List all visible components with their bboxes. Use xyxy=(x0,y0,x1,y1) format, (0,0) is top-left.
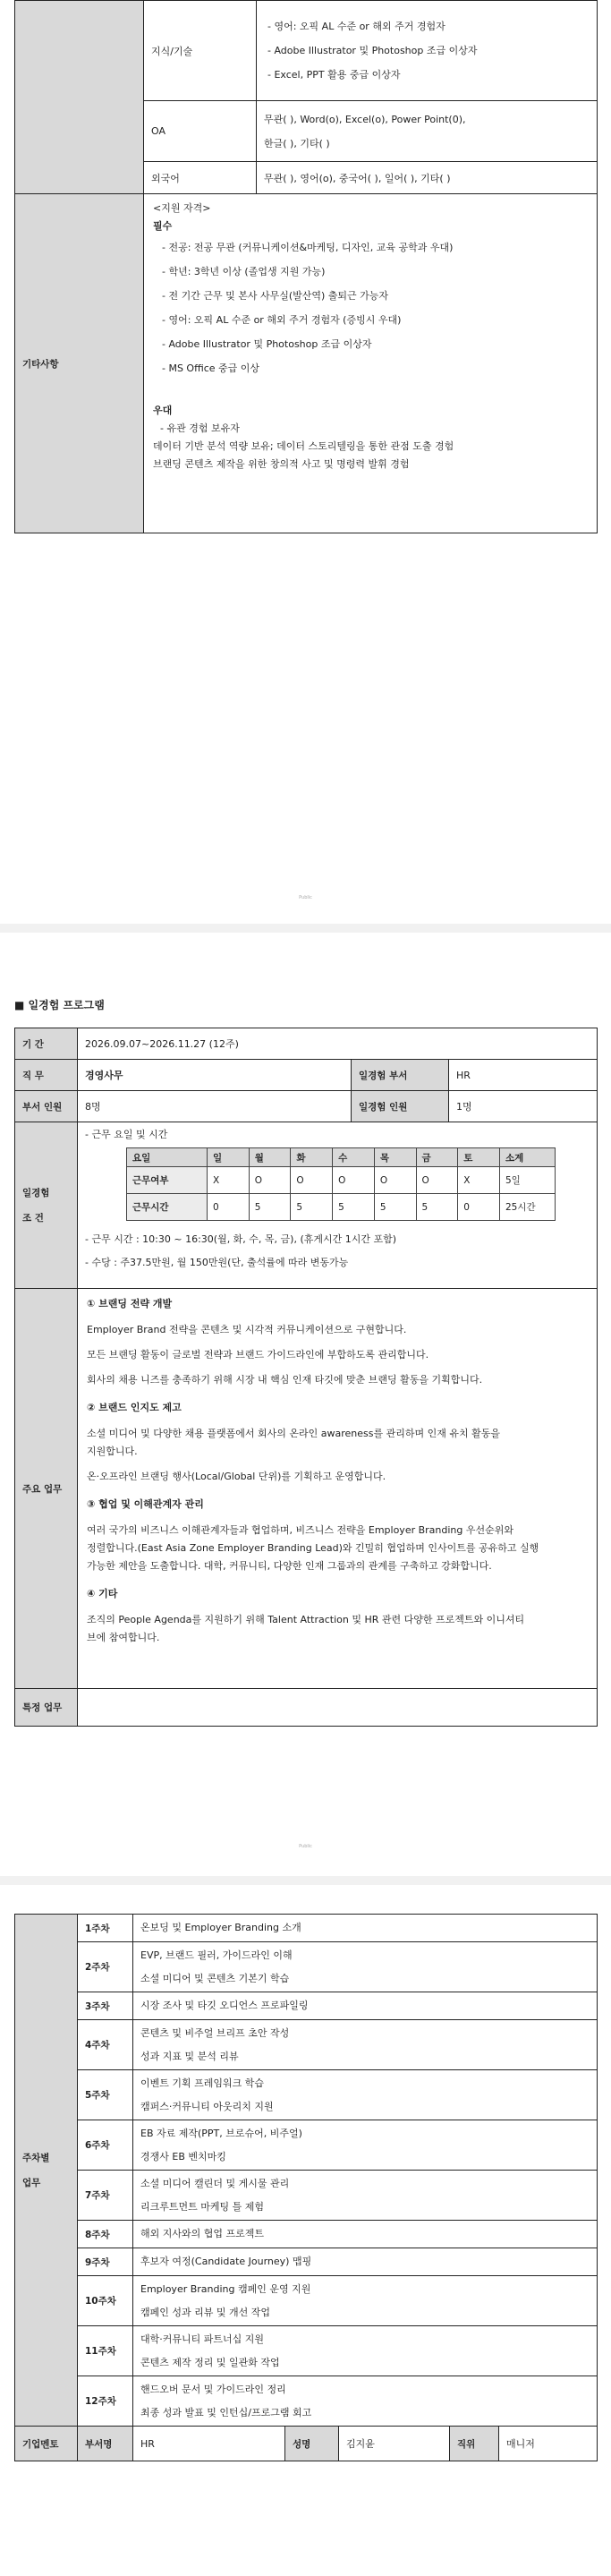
language-label: 외국어 xyxy=(144,162,257,194)
schedule-table xyxy=(126,1147,556,1221)
schedule-header-cell: 소계 xyxy=(500,1148,556,1167)
required-item: - 전공: 전공 무관 (커뮤니케이션&마케팅, 디자인, 교육 공학과 우대) xyxy=(162,242,454,253)
schedule-row xyxy=(127,1167,556,1194)
week-row xyxy=(15,2376,598,2427)
duty-section-title: ③ 협업 및 이해관계자 관리 xyxy=(87,1498,204,1510)
skills-label: 지식/기술 xyxy=(144,1,257,101)
week-row xyxy=(15,2248,598,2276)
week-number: 12주차 xyxy=(78,2376,133,2427)
week-number: 4주차 xyxy=(78,2020,133,2070)
qualification-table xyxy=(14,0,598,533)
page-footer: Public xyxy=(299,895,312,900)
week-row xyxy=(15,2020,598,2070)
duty-section-title: ② 브랜드 인지도 제고 xyxy=(87,1402,182,1413)
schedule-cell: 5 xyxy=(333,1194,375,1221)
mentor-name-label: 성명 xyxy=(285,2427,339,2461)
program-table xyxy=(14,1028,598,1727)
duty-value: 경영사무 xyxy=(78,1060,352,1091)
schedule-header-cell: 화 xyxy=(291,1148,333,1167)
etc-heading: <지원 자격> xyxy=(153,202,211,214)
schedule-header-cell: 수 xyxy=(333,1148,375,1167)
schedule-cell: 5 xyxy=(416,1194,458,1221)
people-label: 일경험 인원 xyxy=(352,1091,449,1122)
oa-value xyxy=(257,101,598,162)
week-tasks xyxy=(133,2326,598,2376)
schedule-cell: 25시간 xyxy=(500,1194,556,1221)
page-break xyxy=(0,924,611,933)
required-label: 필수 xyxy=(153,220,173,232)
week-tasks xyxy=(133,1915,598,1942)
week-tasks xyxy=(133,2276,598,2326)
schedule-cell: O xyxy=(416,1167,458,1194)
week-number: 1주차 xyxy=(78,1915,133,1942)
duty-paragraph: 소셜 미디어 및 다양한 채용 플랫폼에서 회사의 온라인 awareness를 관리하며 인재 유치 활동을 지원합니다. xyxy=(87,1428,500,1457)
week-task: Employer Branding 캠페인 운영 지원 xyxy=(140,2282,311,2295)
preferred-item: 브랜딩 콘텐츠 제작을 위한 창의적 사고 및 명령력 발휘 경험 xyxy=(153,458,410,470)
staff-value: 8명 xyxy=(78,1091,352,1122)
page-footer: Public xyxy=(299,1844,312,1849)
mentor-table xyxy=(14,2426,598,2461)
dept-label: 일경험 부서 xyxy=(352,1060,449,1091)
skills-item: - Adobe Illustrator 및 Photoshop 조급 이상자 xyxy=(267,45,478,56)
schedule-cell: X xyxy=(458,1167,500,1194)
week-number: 7주차 xyxy=(78,2171,133,2221)
duty-paragraph: 여러 국가의 비즈니스 이해관계자들과 협업하며, 비즈니스 전략을 Employer Branding 우선순위와 정렬합니다.(East Asia Zone Employer Branding Lead)와 긴밀히 협업하며 인사이트를 공유하고 실행 가능한 제안을 도출합니다. 대학, 커뮤니티, 다양한 인재 그룹과의 관계를 구축하고 강화합니다. xyxy=(87,1524,539,1572)
schedule-cell: X xyxy=(208,1167,250,1194)
week-task: 소셜 미디어 및 콘텐츠 기본기 학습 xyxy=(140,1972,290,1984)
week-tasks xyxy=(133,2070,598,2120)
main-duties-content xyxy=(78,1289,598,1689)
required-item: - 영어: 오픽 AL 수준 or 해외 주거 경험자 (증빙시 우대) xyxy=(162,314,402,326)
mentor-dept-value: HR xyxy=(133,2427,285,2461)
duty-paragraph: 모든 브랜딩 활동이 글로벌 전략과 브랜드 가이드라인에 부합하도록 관리합니다. xyxy=(87,1349,429,1361)
week-row xyxy=(15,1942,598,1992)
week-task: 콘텐츠 및 비주얼 브리프 초안 작성 xyxy=(140,2026,290,2039)
week-tasks xyxy=(133,2171,598,2221)
week-tasks xyxy=(133,1992,598,2020)
conditions-content xyxy=(78,1122,598,1289)
week-row xyxy=(15,2326,598,2376)
schedule-cell: O xyxy=(249,1167,291,1194)
schedule-header-cell: 목 xyxy=(374,1148,416,1167)
schedule-row-label: 근무시간 xyxy=(127,1194,208,1221)
required-item: - 전 기간 근무 및 본사 사무실(발산역) 출퇴근 가능자 xyxy=(162,290,389,302)
page-1 xyxy=(14,0,597,535)
week-row xyxy=(15,2070,598,2120)
week-task: EVP, 브랜드 필러, 가이드라인 이해 xyxy=(140,1949,293,1961)
conditions-label-line: 일경험 xyxy=(22,1187,50,1198)
week-number: 9주차 xyxy=(78,2248,133,2276)
week-number: 6주차 xyxy=(78,2120,133,2171)
weekly-tasks-label xyxy=(15,1915,78,2427)
week-task: 캠페인 성과 리뷰 및 개선 작업 xyxy=(140,2306,270,2318)
mentor-label: 기업멘토 xyxy=(15,2427,78,2461)
week-task: EB 자료 제작(PPT, 브로슈어, 비주얼) xyxy=(140,2127,302,2139)
mentor-dept-label: 부서명 xyxy=(78,2427,133,2461)
week-row xyxy=(15,1992,598,2020)
etc-label: 기타사항 xyxy=(15,194,144,533)
duty-paragraph: 온·오프라인 브랜딩 행사(Local/Global 단위)를 기획하고 운영합니다. xyxy=(87,1471,386,1482)
schedule-header-cell: 요일 xyxy=(127,1148,208,1167)
week-number: 11주차 xyxy=(78,2326,133,2376)
conditions-label-line: 조 건 xyxy=(22,1212,44,1224)
schedule-cell: O xyxy=(333,1167,375,1194)
schedule-cell: 0 xyxy=(458,1194,500,1221)
duty-section-title: ④ 기타 xyxy=(87,1588,118,1599)
schedule-header-cell: 토 xyxy=(458,1148,500,1167)
schedule-header-cell: 월 xyxy=(249,1148,291,1167)
skills-item: - Excel, PPT 활용 중급 이상자 xyxy=(267,69,401,81)
duty-section-title: ① 브랜딩 전략 개발 xyxy=(87,1298,173,1309)
weekly-tasks-label-line: 업무 xyxy=(22,2177,41,2188)
week-row xyxy=(15,1915,598,1942)
dept-value: HR xyxy=(449,1060,598,1091)
required-item: - Adobe Illustrator 및 Photoshop 조급 이상자 xyxy=(162,338,372,350)
schedule-row xyxy=(127,1194,556,1221)
week-row xyxy=(15,2276,598,2326)
week-task: 소셜 미디어 캘린더 및 게시물 관리 xyxy=(140,2177,290,2189)
week-task: 이벤트 기획 프레임워크 학습 xyxy=(140,2077,265,2089)
week-task: 후보자 여정(Candidate Journey) 맵핑 xyxy=(140,2256,312,2267)
duty-paragraph: Employer Brand 전략을 콘텐츠 및 시각적 커뮤니케이션으로 구현합니다. xyxy=(87,1324,407,1335)
schedule-row-label: 근무여부 xyxy=(127,1167,208,1194)
page-3 xyxy=(14,1914,597,2461)
schedule-cell: 5 xyxy=(374,1194,416,1221)
special-duty-value xyxy=(78,1689,598,1727)
page-2 xyxy=(14,1028,597,1727)
section-title: ■ 일경험 프로그램 xyxy=(14,999,105,1011)
main-duties-label: 주요 업무 xyxy=(15,1289,78,1689)
week-task: 시장 조사 및 타깃 오디언스 프로파일링 xyxy=(140,2000,309,2011)
week-task: 콘텐츠 제작 정리 및 일관화 작업 xyxy=(140,2356,280,2368)
duty-label: 직 무 xyxy=(15,1060,78,1091)
preferred-item: - 유관 경험 보유자 xyxy=(160,422,240,434)
period-label: 기 간 xyxy=(15,1028,78,1060)
language-value: 무관( ), 영어(o), 중국어( ), 일어( ), 기타( ) xyxy=(257,162,598,194)
skills-item: - 영어: 오픽 AL 수준 or 해외 주거 경험자 xyxy=(267,21,446,32)
schedule-cell: 5 xyxy=(249,1194,291,1221)
week-tasks xyxy=(133,2248,598,2276)
week-task: 성과 지표 및 분석 리뷰 xyxy=(140,2050,239,2062)
schedule-header-row xyxy=(127,1148,556,1167)
weekly-table xyxy=(14,1914,598,2427)
week-row xyxy=(15,2221,598,2248)
schedule-cell: 5일 xyxy=(500,1167,556,1194)
week-task: 핸드오버 문서 및 가이드라인 정리 xyxy=(140,2383,286,2395)
required-item: - MS Office 중급 이상 xyxy=(162,363,260,374)
week-tasks xyxy=(133,2120,598,2171)
week-number: 8주차 xyxy=(78,2221,133,2248)
week-task: 온보딩 및 Employer Branding 소개 xyxy=(140,1922,301,1933)
week-task: 대학·커뮤니티 파트너십 지원 xyxy=(140,2333,265,2345)
weekly-tasks-label-line: 주차별 xyxy=(22,2152,50,2163)
week-task: 리크루트먼트 마케팅 틀 제험 xyxy=(140,2200,265,2213)
week-task: 경쟁사 EB 벤치마킹 xyxy=(140,2150,226,2162)
week-tasks xyxy=(133,2020,598,2070)
week-task: 해외 지사와의 협업 프로젝트 xyxy=(140,2228,265,2239)
duty-paragraph: 조직의 People Agenda를 지원하기 위해 Talent Attraction 및 HR 관련 다양한 프로젝트와 이니셔티 브에 참여합니다. xyxy=(87,1614,525,1643)
oa-line: 무관( ), Word(o), Excel(o), Power Point(0), xyxy=(264,113,466,125)
week-number: 3주차 xyxy=(78,1992,133,2020)
week-row xyxy=(15,2120,598,2171)
week-number: 5주차 xyxy=(78,2070,133,2120)
oa-line: 한글( ), 기타( ) xyxy=(264,137,330,149)
week-task: 최종 성과 발표 및 인턴십/프로그램 회고 xyxy=(140,2406,312,2418)
schedule-intro: - 근무 요일 및 시간 xyxy=(85,1129,168,1140)
special-duty-label: 특정 업무 xyxy=(15,1689,78,1727)
qualification-group-cell xyxy=(15,1,144,194)
week-task: 캠퍼스·커뮤니티 아웃리치 지원 xyxy=(140,2100,274,2112)
conditions-label xyxy=(15,1122,78,1289)
work-hours: - 근무 시간 : 10:30 ~ 16:30(월, 화, 수, 목, 금), (휴게시간 1시간 포함) xyxy=(85,1233,397,1245)
week-number: 10주차 xyxy=(78,2276,133,2326)
week-number: 2주차 xyxy=(78,1942,133,1992)
oa-label: OA xyxy=(144,101,257,162)
page-break xyxy=(0,1876,611,1885)
schedule-cell: 0 xyxy=(208,1194,250,1221)
mentor-title-label: 직위 xyxy=(450,2427,499,2461)
mentor-title-value: 매니저 xyxy=(499,2427,598,2461)
schedule-header-cell: 금 xyxy=(416,1148,458,1167)
required-item: - 학년: 3학년 이상 (졸업생 지원 가능) xyxy=(162,266,326,277)
etc-content xyxy=(144,194,598,533)
week-tasks xyxy=(133,1942,598,1992)
schedule-header-cell: 일 xyxy=(208,1148,250,1167)
preferred-label: 우대 xyxy=(153,405,173,416)
duty-paragraph: 회사의 채용 니즈를 충족하기 위해 시장 내 핵심 인재 타깃에 맞춘 브랜딩 활동을 기획합니다. xyxy=(87,1374,483,1386)
allowance: - 수당 : 주37.5만원, 월 150만원(단, 출석률에 따라 변동가능 xyxy=(85,1257,349,1268)
skills-list xyxy=(257,1,598,101)
week-tasks xyxy=(133,2376,598,2427)
schedule-cell: O xyxy=(374,1167,416,1194)
week-row xyxy=(15,2171,598,2221)
schedule-cell: O xyxy=(291,1167,333,1194)
period-value: 2026.09.07~2026.11.27 (12주) xyxy=(78,1028,598,1060)
week-tasks xyxy=(133,2221,598,2248)
people-value: 1명 xyxy=(449,1091,598,1122)
mentor-name-value: 김지윤 xyxy=(339,2427,450,2461)
schedule-cell: 5 xyxy=(291,1194,333,1221)
staff-label: 부서 인원 xyxy=(15,1091,78,1122)
preferred-item: 데이터 기반 분석 역량 보유; 데이터 스토리텔링을 통한 관점 도출 경험 xyxy=(153,440,454,452)
